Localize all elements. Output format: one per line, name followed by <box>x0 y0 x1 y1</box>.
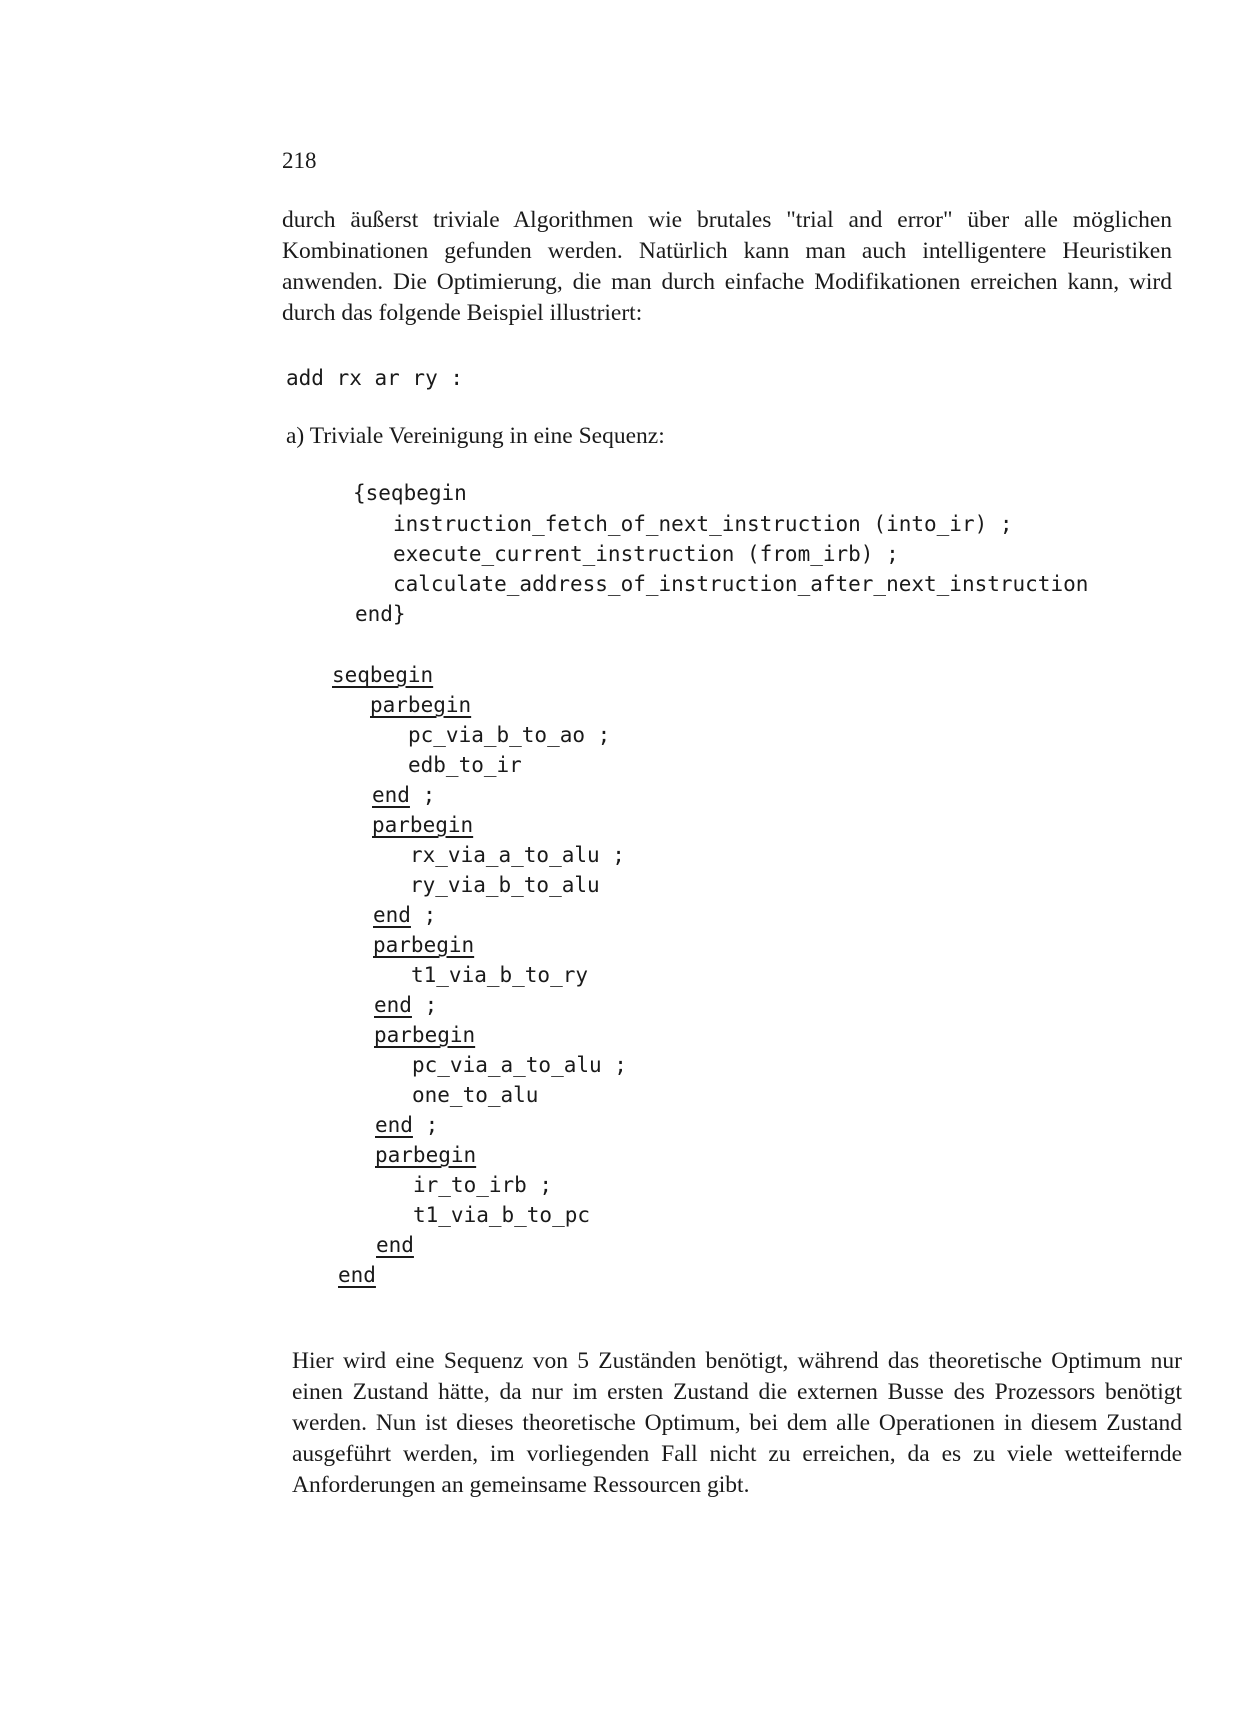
separator: ; <box>424 993 438 1017</box>
trivial-seq-begin: {seqbegin <box>353 481 467 505</box>
trivial-seq-line-1: instruction_fetch_of_next_instruction (into_ir) ; <box>393 512 1013 536</box>
parbegin-keyword: parbegin <box>372 813 474 837</box>
outer-end <box>338 1262 376 1288</box>
outer-seqbegin <box>332 662 433 688</box>
group-4-statement-2: one_to_alu <box>412 1083 539 1107</box>
parbegin-keyword: parbegin <box>374 1023 476 1047</box>
group-4-parbegin <box>374 1022 475 1048</box>
end-keyword: end <box>373 903 411 927</box>
command-line: add rx ar ry : <box>286 366 464 390</box>
group-2-statement-1: rx_via_a_to_alu ; <box>410 843 625 867</box>
end-keyword: end <box>338 1263 376 1287</box>
parbegin-keyword: parbegin <box>375 1143 477 1167</box>
group-5-end <box>376 1232 414 1258</box>
parbegin-keyword: parbegin <box>370 693 472 717</box>
group-2-statement-2: ry_via_b_to_alu <box>410 873 600 897</box>
group-4-end <box>375 1112 438 1138</box>
group-5-statement-2: t1_via_b_to_pc <box>413 1203 591 1227</box>
end-keyword: end <box>372 783 410 807</box>
end-keyword: end <box>375 1113 413 1137</box>
parbegin-keyword: parbegin <box>373 933 475 957</box>
end-keyword: end <box>376 1233 414 1257</box>
section-a-label: a) Triviale Vereinigung in eine Sequenz: <box>286 423 665 449</box>
group-5-statement-1: ir_to_irb ; <box>413 1173 553 1197</box>
group-3-end <box>374 992 437 1018</box>
group-1-parbegin <box>370 692 471 718</box>
closing-paragraph: Hier wird eine Sequenz von 5 Zuständen benötigt, während das theoretische Optimum nur einen Zustand hätte, da nur im ersten Zustand die externen Busse des Prozessors benötigt werden. Nun ist dieses theoretische Optimum, bei dem alle Operationen in diesem Zustand ausgeführt werden, im vorliegenden Fall nicht zu erreichen, da es zu viele wetteifernde Anforderungen an gemeinsame Ressourcen gibt. <box>292 1348 1182 1498</box>
group-5-parbegin <box>375 1142 476 1168</box>
intro-paragraph: durch äußerst triviale Algorithmen wie brutales "trial and error" über alle möglichen Kombinationen gefunden werden. Natürlich kann man auch intelligentere Heuristiken anwenden. Die Optimierung, die man durch einfache Modifikationen erreichen kann, wird durch das folgende Beispiel illustriert: <box>282 207 1172 326</box>
seqbegin-keyword: seqbegin <box>332 663 434 687</box>
trivial-seq-end: end} <box>355 602 406 626</box>
group-1-statement-1: pc_via_b_to_ao ; <box>408 723 611 747</box>
separator: ; <box>422 783 436 807</box>
separator: ; <box>423 903 437 927</box>
group-1-end <box>372 782 435 808</box>
group-3-statement-1: t1_via_b_to_ry <box>411 963 589 987</box>
group-3-parbegin <box>373 932 474 958</box>
page-number: 218 <box>282 148 317 173</box>
group-2-parbegin <box>372 812 473 838</box>
trivial-seq-line-3: calculate_address_of_instruction_after_next_instruction <box>393 572 1089 596</box>
separator: ; <box>425 1113 439 1137</box>
end-keyword: end <box>374 993 412 1017</box>
group-4-statement-1: pc_via_a_to_alu ; <box>412 1053 627 1077</box>
group-2-end <box>373 902 436 928</box>
trivial-seq-line-2: execute_current_instruction (from_irb) ; <box>393 542 899 566</box>
group-1-statement-2: edb_to_ir <box>408 753 522 777</box>
